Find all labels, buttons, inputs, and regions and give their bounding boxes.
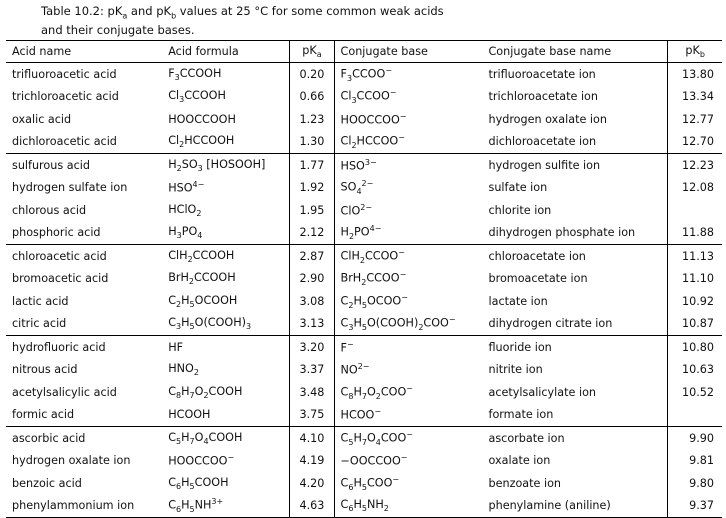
- acid-formula-cell: $C_8H_7O_2COOH$: [168, 384, 243, 400]
- pka-cell: 4.19: [290, 450, 334, 473]
- acid-name-cell: chlorous acid: [12, 203, 87, 217]
- table-row: [6, 381, 722, 404]
- conjugate-base-name-cell: trifluoroacetate ion: [488, 67, 596, 81]
- acid-formula-cell: $H_3PO_4$: [168, 225, 203, 241]
- pkb-cell: 13.34: [668, 86, 722, 109]
- conjugate-base-cell: $SO_4^{2-}$: [334, 177, 482, 200]
- conjugate-base-name-cell: lactate ion: [488, 294, 548, 308]
- pka-cell: 3.20: [290, 336, 334, 359]
- table-row: [6, 131, 722, 154]
- pka-cell: 1.30: [290, 131, 334, 154]
- conjugate-base-name-cell: oxalate ion: [488, 454, 551, 468]
- conjugate-base-cell: −OOCCOO−: [334, 450, 482, 473]
- header-pkb: $pK_b$: [668, 41, 722, 63]
- pkb-cell: 11.10: [668, 268, 722, 291]
- table-row: [6, 359, 722, 382]
- acid-formula-cell: HOOCCOOH: [168, 112, 236, 126]
- pka-cell: 4.20: [290, 472, 334, 495]
- table-row: [6, 177, 722, 200]
- pka-cell: 3.13: [290, 313, 334, 336]
- acid-formula-cell: $C_3H_5O(COOH)_3$: [168, 316, 252, 332]
- pka-cell: 2.90: [290, 268, 334, 291]
- conjugate-base-cell: $C_6H_5COO^-$: [334, 472, 482, 495]
- conjugate-base-name-cell: chloroacetate ion: [483, 245, 668, 268]
- acid-formula-cell: $Cl_3CCOOH$: [168, 89, 226, 105]
- table-row: [6, 86, 722, 109]
- acid-formula-cell: HClO$_2$: [168, 202, 202, 218]
- pkb-cell: 9.81: [668, 450, 722, 473]
- conjugate-base-cell: ClH$_2$CCOO−: [334, 245, 482, 268]
- acid-name-cell: citric acid: [12, 317, 67, 331]
- header-row: [6, 41, 722, 63]
- pka-cell: 3.37: [290, 359, 334, 382]
- header-acid-formula: Acid formula: [162, 41, 290, 63]
- acid-name-cell: phosphoric acid: [12, 226, 101, 240]
- acid-formula-cell: HF: [162, 336, 290, 359]
- conjugate-base-name-cell: dihydrogen phosphate ion: [488, 226, 636, 240]
- acid-formula-cell: $C_2H_5OCOOH$: [168, 293, 238, 309]
- table-row: [6, 290, 722, 313]
- acid-formula-cell: ClH$_2$CCOOH: [162, 245, 290, 268]
- conjugate-base-cell: $Cl_3CCOO^-$: [334, 86, 482, 109]
- acid-name-cell: formic acid: [12, 408, 75, 422]
- conjugate-base-cell: ClO$^{2-}$: [334, 199, 482, 222]
- pka-cell: 0.20: [290, 63, 334, 86]
- acid-formula-cell: $F_3CCOOH$: [168, 66, 222, 82]
- table-caption: [41, 4, 481, 38]
- table-row: [6, 222, 722, 245]
- acid-formula-cell: $Cl_2HCCOOH$: [168, 134, 235, 150]
- table-row: [6, 63, 722, 86]
- acid-formula-cell: $H_2SO_3$ [HOSOOH]: [162, 154, 290, 177]
- pka-cell: 3.75: [290, 404, 334, 427]
- acid-name-cell: acetylsalicylic acid: [12, 385, 117, 399]
- acid-name-cell: bromoacetic acid: [12, 272, 109, 286]
- table-row: [6, 336, 722, 359]
- conjugate-base-cell: $C_6H_5NH_2$: [334, 495, 482, 518]
- pkb-cell: 11.88: [668, 222, 722, 245]
- pkb-cell: 9.80: [668, 472, 722, 495]
- pkb-cell: 10.92: [668, 290, 722, 313]
- conjugate-base-name-cell: dichloroacetate ion: [488, 135, 597, 149]
- conjugate-base-cell: $H_2PO^{4-}$: [334, 222, 482, 245]
- acid-name-cell: trifluoroacetic acid: [12, 67, 117, 81]
- acid-name-cell: nitrous acid: [12, 363, 78, 377]
- pka-cell: 4.10: [290, 427, 334, 450]
- pkb-cell: 13.80: [668, 63, 722, 86]
- acid-name-cell: hydrofluoric acid: [6, 336, 162, 359]
- pkb-cell: 10.87: [668, 313, 722, 336]
- pka-cell: 1.95: [290, 199, 334, 222]
- conjugate-base-name-cell: chlorite ion: [488, 203, 552, 217]
- pkb-cell: 10.80: [668, 336, 722, 359]
- pka-cell: 1.92: [290, 177, 334, 200]
- pkb-cell: 9.90: [668, 427, 722, 450]
- table-row: [6, 108, 722, 131]
- acid-name-cell: trichloroacetic acid: [12, 90, 119, 104]
- acid-name-cell: hydrogen oxalate ion: [12, 454, 131, 468]
- conjugate-base-cell: $F_3CCOO^-$: [334, 63, 482, 86]
- pka-cell: 2.87: [290, 245, 334, 268]
- pkb-cell: 10.63: [668, 359, 722, 382]
- header-conjugate-base: Conjugate base: [334, 41, 482, 63]
- pka-cell: 1.23: [290, 108, 334, 131]
- conjugate-base-cell: $C_5H_7O_4COO^-$: [334, 427, 482, 450]
- table-row: [6, 154, 722, 177]
- acid-name-cell: chloroacetic acid: [6, 245, 162, 268]
- acid-name-cell: hydrogen sulfate ion: [12, 181, 128, 195]
- conjugate-base-name-cell: benzoate ion: [488, 476, 562, 490]
- pka-cell: 4.63: [290, 495, 334, 518]
- conjugate-base-name-cell: formate ion: [488, 408, 554, 422]
- table-row: [6, 268, 722, 291]
- acid-name-cell: oxalic acid: [12, 112, 72, 126]
- table-row: [6, 472, 722, 495]
- conjugate-base-cell: BrH$_2$CCOO−: [334, 268, 482, 291]
- conjugate-base-name-cell: hydrogen oxalate ion: [488, 112, 607, 126]
- conjugate-base-cell: HCOO−: [334, 404, 482, 427]
- conjugate-base-cell: HOOCCOO−: [334, 108, 482, 131]
- table-row: [6, 450, 722, 473]
- conjugate-base-name-cell: ascorbate ion: [483, 427, 668, 450]
- acid-formula-cell: $C_6H_5COOH$: [168, 475, 229, 491]
- conjugate-base-name-cell: acetylsalicylate ion: [488, 385, 597, 399]
- acid-name-cell: benzoic acid: [12, 476, 82, 490]
- header-conjugate-base-name: Conjugate base name: [483, 41, 668, 63]
- pkb-cell: [668, 404, 722, 427]
- conjugate-base-name-cell: dihydrogen citrate ion: [488, 317, 613, 331]
- acid-name-cell: sulfurous acid: [6, 154, 162, 177]
- conjugate-base-cell: F−: [334, 336, 482, 359]
- pkb-cell: 11.13: [668, 245, 722, 268]
- conjugate-base-cell: $C_3H_5O(COOH)_2COO^-$: [334, 313, 482, 336]
- conjugate-base-name-cell: bromoacetate ion: [488, 272, 588, 286]
- table-row: [6, 313, 722, 336]
- conjugate-base-cell: $C_2H_5OCOO^-$: [334, 290, 482, 313]
- pkb-cell: 12.23: [668, 154, 722, 177]
- pka-cell: 3.48: [290, 381, 334, 404]
- pkb-cell: 12.70: [668, 131, 722, 154]
- conjugate-base-name-cell: hydrogen sulfite ion: [483, 154, 668, 177]
- acid-name-cell: phenylammonium ion: [6, 495, 162, 518]
- pkb-cell: 9.37: [668, 495, 722, 518]
- header-acid-name: Acid name: [6, 41, 162, 63]
- acid-formula-cell: HOOCCOO−: [168, 453, 235, 469]
- acid-name-cell: dichloroacetic acid: [12, 135, 117, 149]
- acid-formula-cell: HCOOH: [168, 408, 211, 422]
- table-row: [6, 404, 722, 427]
- table-row: [6, 427, 722, 450]
- caption-line-2: and their conjugate bases.: [41, 23, 195, 38]
- pkb-cell: [668, 199, 722, 222]
- pka-cell: 1.77: [290, 154, 334, 177]
- conjugate-base-cell: $Cl_2HCCOO^-$: [334, 131, 482, 154]
- pkb-cell: 12.08: [668, 177, 722, 200]
- pkb-cell: 10.52: [668, 381, 722, 404]
- acid-name-cell: ascorbic acid: [6, 427, 162, 450]
- acid-formula-cell: $HNO_2$: [168, 362, 199, 378]
- conjugate-base-name-cell: sulfate ion: [488, 181, 548, 195]
- conjugate-base-name-cell: nitrite ion: [488, 363, 543, 377]
- acid-formula-cell: $HSO^{4-}$: [168, 180, 205, 196]
- conjugate-base-name-cell: trichloroacetate ion: [488, 90, 598, 104]
- pka-cell: 2.12: [290, 222, 334, 245]
- conjugate-base-name-cell: fluoride ion: [483, 336, 668, 359]
- acid-name-cell: lactic acid: [12, 294, 69, 308]
- pka-pkb-table: [6, 40, 722, 518]
- table-row: [6, 199, 722, 222]
- table-row: [6, 495, 722, 518]
- acid-formula-cell: $C_5H_7O_4COOH$: [162, 427, 290, 450]
- conjugate-base-name-cell: phenylamine (aniline): [483, 495, 668, 518]
- table-row: [6, 245, 722, 268]
- pkb-cell: 12.77: [668, 108, 722, 131]
- pka-cell: 3.08: [290, 290, 334, 313]
- conjugate-base-cell: $NO^{2-}$: [334, 359, 482, 382]
- pka-cell: 0.66: [290, 86, 334, 109]
- acid-formula-cell: $C_6H_5NH^{3+}$: [162, 495, 290, 518]
- conjugate-base-cell: $C_8H_7O_2COO^-$: [334, 381, 482, 404]
- caption-line-1: Table 10.2: $pK_a$ and $pK_b$ values at 25 °C for some common weak acids: [41, 4, 444, 21]
- acid-formula-cell: BrH$_2$CCOOH: [168, 271, 236, 287]
- conjugate-base-cell: $HSO^{3-}$: [334, 154, 482, 177]
- header-pka: $pK_a$: [290, 41, 334, 63]
